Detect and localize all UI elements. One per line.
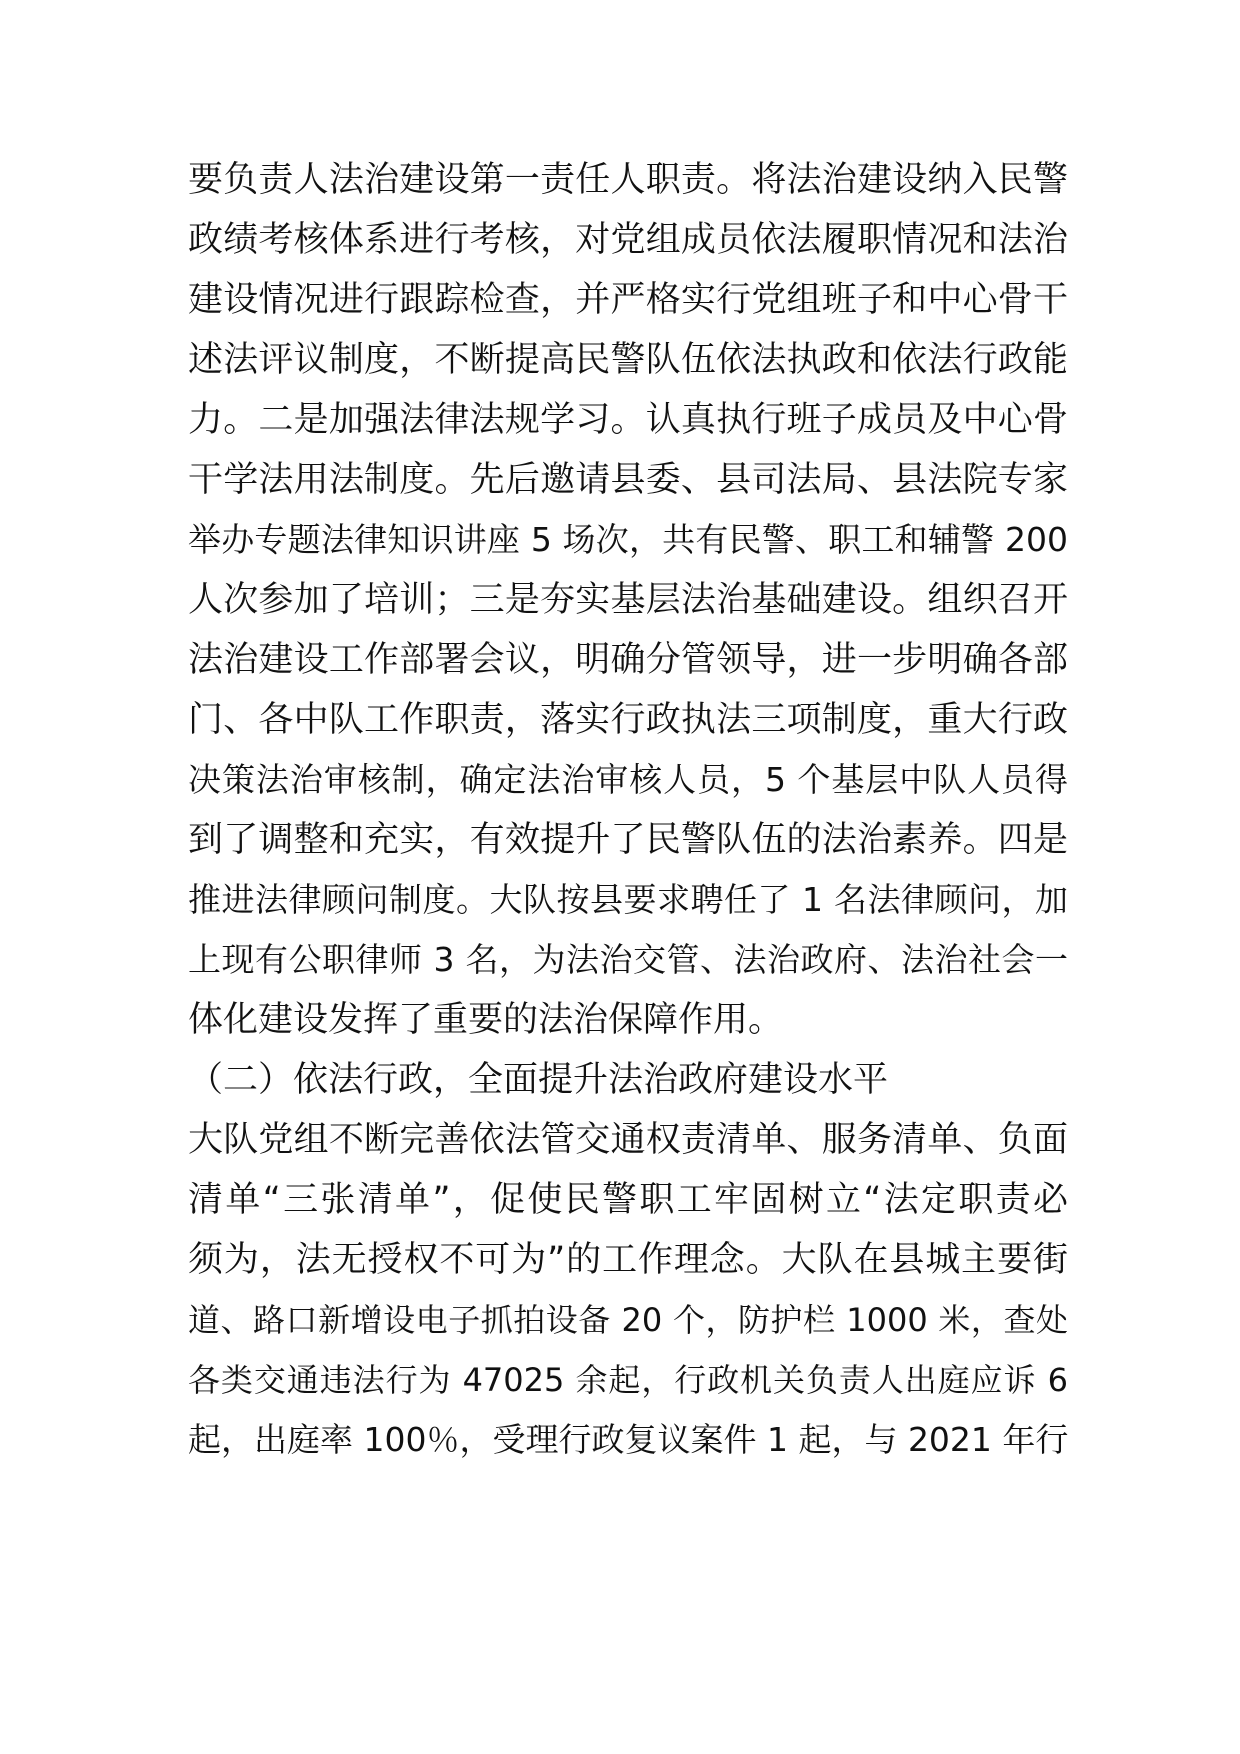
body-text-line: 力。二是加强法律法规学习。认真执行班子成员及中心骨 (188, 400, 1068, 440)
body-text-line: 建设情况进行跟踪检查，并严格实行党组班子和中心骨干 (188, 280, 1068, 320)
body-text-line: 大队党组不断完善依法管交通权责清单、服务清单、负面 (188, 1120, 1068, 1160)
body-text-line: 道、路口新增设电子抓拍设备 20 个，防护栏 1000 米，查处 (188, 1301, 1068, 1339)
body-text-line: 推进法律顾问制度。大队按县要求聘任了 1 名法律顾问，加 (188, 880, 1068, 919)
body-text-line: 起，出庭率 100％，受理行政复议案件 1 起，与 2021 年行 (188, 1420, 1068, 1459)
body-text-line: 体化建设发挥了重要的法治保障作用。 (188, 1000, 784, 1040)
body-text-line: 须为，法无授权不可为”的工作理念。大队在县城主要街 (188, 1240, 1068, 1280)
body-text-line: 清单“三张清单”，促使民警职工牢固树立“法定职责必 (188, 1180, 1068, 1220)
body-text-line: 到了调整和充实，有效提升了民警队伍的法治素养。四是 (188, 820, 1068, 860)
body-text-line: 述法评议制度，不断提高民警队伍依法执政和依法行政能 (188, 340, 1068, 380)
body-text-line: 各类交通违法行为 47025 余起，行政机关负责人出庭应诉 6 (188, 1361, 1068, 1399)
body-text-line: 门、各中队工作职责，落实行政执法三项制度，重大行政 (188, 700, 1068, 740)
section-heading: （二）依法行政，全面提升法治政府建设水平 (188, 1060, 889, 1100)
body-text-line: 决策法治审核制，确定法治审核人员，5 个基层中队人员得 (188, 760, 1068, 799)
body-text-line: 法治建设工作部署会议，明确分管领导，进一步明确各部 (188, 640, 1068, 680)
body-text-line: 人次参加了培训；三是夯实基层法治基础建设。组织召开 (188, 580, 1068, 620)
body-text-line: 干学法用法制度。先后邀请县委、县司法局、县法院专家 (188, 460, 1068, 500)
body-text-line: 政绩考核体系进行考核，对党组成员依法履职情况和法治 (188, 220, 1068, 260)
body-text-line: 要负责人法治建设第一责任人职责。将法治建设纳入民警 (188, 160, 1068, 200)
body-text-line: 举办专题法律知识讲座 5 场次，共有民警、职工和辅警 200 (188, 520, 1068, 559)
body-text-line: 上现有公职律师 3 名，为法治交管、法治政府、法治社会一 (188, 940, 1068, 979)
